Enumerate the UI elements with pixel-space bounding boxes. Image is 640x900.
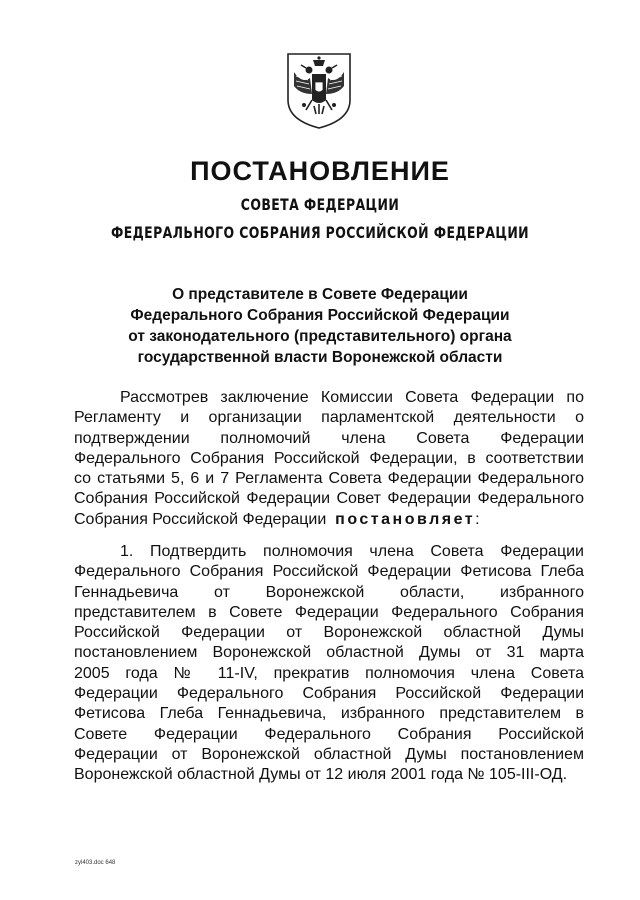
document-file-code: zyl403.doc 648 <box>75 860 116 866</box>
paragraph-line: Федерального Собрания Российской Федерации, в соответствии <box>74 449 584 467</box>
paragraph-line-final <box>74 510 584 530</box>
paragraph-line: со статьями 5, 6 и 7 Регламента Совета Федерации Федерального <box>74 470 584 488</box>
paragraph-line: 2005 года № 11-IV, прекратив полномочия члена Совета <box>74 664 584 682</box>
issuer-line-2: ФЕДЕРАЛЬНОГО СОБРАНИЯ РОССИЙСКОЙ ФЕДЕРАЦИИ <box>110 223 530 242</box>
paragraph-line: Федерации от Воронежской областной Думы постановлением <box>74 745 584 763</box>
document-type-title: ПОСТАНОВЛЕНИЕ <box>190 156 450 186</box>
paragraph-line: представителем в Совете Федерации Федерального Собрания <box>74 603 584 621</box>
heading-line: государственной власти Воронежской области <box>137 349 503 366</box>
issuer-line-1: СОВЕТА ФЕДЕРАЦИИ <box>240 195 400 214</box>
keyword-colon: : <box>475 510 480 528</box>
paragraph-line: Рассмотрев заключение Комиссии Совета Федерации по <box>120 389 584 406</box>
paragraph-line: 1. Подтвердить полномочия члена Совета Федерации <box>120 543 584 560</box>
paragraph-line: Геннадьевича от Воронежской области, избранного <box>74 583 584 601</box>
paragraph-line: Федерации Федерального Собрания Российской Федерации <box>74 685 584 703</box>
paragraph-line-text: Собрания Российской Федерации <box>74 510 327 528</box>
paragraph-line: Федерального Собрания Российской Федерации Фетисова Глеба <box>74 563 584 581</box>
resolves-keyword: постановляет <box>335 510 476 528</box>
heading-line: от законодательного (представительного) органа <box>128 328 512 345</box>
heading-line: Федерального Собрания Российской Федерации <box>130 307 510 324</box>
decision-paragraph-1 <box>74 542 584 786</box>
paragraph-line: Собрания Российской Федерации Совет Федерации Федерального <box>74 490 584 508</box>
paragraph-line: Фетисова Глеба Геннадьевича, избранного представителем в <box>74 705 584 723</box>
paragraph-line: Российской Федерации от Воронежской областной Думы <box>74 624 584 642</box>
paragraph-line: Регламенту и организации парламентской деятельности о <box>74 409 584 427</box>
preamble-paragraph <box>74 388 584 530</box>
russian-coat-of-arms-icon <box>284 50 354 130</box>
paragraph-line: подтверждении полномочий члена Совета Федерации <box>74 429 584 447</box>
paragraph-line: Воронежской областной Думы от 12 июля 2001 года № 105-III-ОД. <box>74 766 568 784</box>
heading-line: О представителе в Совете Федерации <box>172 286 468 303</box>
paragraph-line: постановлением Воронежской областной Думы от 31 марта <box>74 644 584 662</box>
resolution-heading <box>0 284 640 368</box>
paragraph-line: Совете Федерации Федерального Собрания Российской <box>74 725 584 743</box>
